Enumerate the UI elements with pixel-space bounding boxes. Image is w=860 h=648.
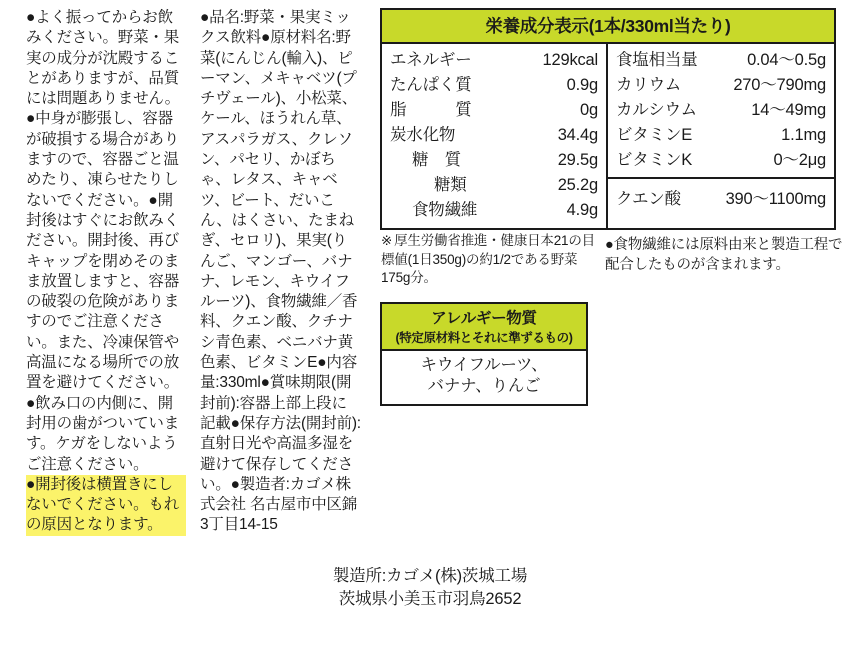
allergy-panel-header xyxy=(382,304,586,351)
allergy-item: バナナ、りんご xyxy=(427,377,541,396)
manufacturer-line-2: 茨城県小美玉市羽鳥2652 xyxy=(338,589,522,608)
nutrition-row xyxy=(616,73,826,98)
nutrition-row xyxy=(616,98,826,123)
nutrition-value: 1.1mg xyxy=(781,126,826,145)
citric-acid-row xyxy=(616,183,826,209)
nutrition-value: 0.9g xyxy=(566,76,598,95)
nutrition-title: 栄養成分表示(1本/330ml当たり) xyxy=(382,10,834,44)
nutrition-row xyxy=(616,123,826,148)
nutrition-value: 34.4g xyxy=(557,126,598,145)
vegetable-intake-note xyxy=(381,232,596,288)
nutrition-row xyxy=(390,98,598,123)
nutrition-label: 糖 質 xyxy=(412,151,461,170)
nutrition-value: 25.2g xyxy=(557,176,598,195)
allergy-title: アレルギー物質 xyxy=(431,310,537,327)
nutrition-value: 129kcal xyxy=(542,51,598,69)
divider xyxy=(608,177,834,179)
allergy-items xyxy=(382,351,586,404)
nutrition-row xyxy=(390,173,598,198)
nutrition-label: 食物繊維 xyxy=(412,201,478,220)
nutrition-label: 炭水化物 xyxy=(390,126,456,145)
nutrition-label: ビタミンE xyxy=(616,126,693,145)
fiber-origin-note xyxy=(605,235,845,276)
nutrition-label: エネルギー xyxy=(390,51,472,69)
usage-notes-paragraph: ●よく振ってからお飲みください。野菜・果実の成分が沈殿することがありますが、品質には問題ありません。●中身が膨張し、容器が破損する場合がありますので、容器ごと温めたり、凍らせたりしないでください。●開封後はすぐにお飲みください。開封後、再びキャップを閉めそのまま放置しますと、容器の破裂の危険がありますのでご注意ください。また、冷凍保管や高温になる場所での放置を避けてください。●飲み口の内側に、開封用の歯がついています。ケガをしないようご注意ください。 xyxy=(26,9,180,473)
nutrition-panel xyxy=(380,8,836,230)
nutrition-value: 29.5g xyxy=(557,151,598,170)
asterisk-icon: ※ xyxy=(381,233,393,248)
nutrition-row xyxy=(390,123,598,148)
allergy-subtitle: (特定原材料とそれに準ずるもの) xyxy=(395,331,573,345)
usage-notes-highlighted: ●開封後は横置きにしないでください。もれの原因となります。 xyxy=(26,475,186,536)
nutrition-row xyxy=(390,48,598,73)
vegetable-intake-note-text: 厚生労働省推進・健康日本21の目標値(1日350g)の約1/2である野菜175g分。 xyxy=(381,233,595,286)
citric-acid-value: 390〜1100mg xyxy=(725,190,826,209)
nutrition-value: 4.9g xyxy=(566,201,598,220)
nutrition-row xyxy=(390,148,598,173)
nutrition-left-column xyxy=(382,44,608,228)
nutrition-label: 食塩相当量 xyxy=(616,51,698,69)
allergy-panel xyxy=(380,302,588,406)
manufacturer-footer xyxy=(0,565,860,611)
nutrition-body xyxy=(382,44,834,228)
nutrition-right-column xyxy=(608,44,834,228)
manufacturer-line-1: 製造所:カゴメ(株)茨城工場 xyxy=(332,567,528,585)
ingredients-text: ●品名:野菜・果実ミックス飲料●原材料名:野菜(にんじん(輸入)、ピーマン、メキャベツ(プチヴェール)、小松菜、ケール、ほうれん草、アスパラガス、クレソン、パセリ、かぼちゃ、レタス、キャベツ、ビート、だいこん、はくさい、たまねぎ、セロリ)、果実(りんご、マンゴー、バナナ、レモン、キウイフルーツ)、食物繊維／香料、クエン酸、クチナシ青色素、ベニバナ黄色素、ビタミンE●内容量:330ml●賞味期限(開封前):容器上部上段に記載●保存方法(開封前):直射日光や高温多湿を避けて保存してください。●製造者:カゴメ株式会社 名古屋市中区錦3丁目14-15 xyxy=(200,9,361,534)
nutrition-row xyxy=(390,198,598,223)
nutrition-value: 270〜790mg xyxy=(733,76,826,95)
nutrition-row xyxy=(616,48,826,73)
allergy-item: キウイフルーツ、 xyxy=(420,356,548,374)
nutrition-label: カルシウム xyxy=(616,101,697,120)
nutrition-label: ビタミンK xyxy=(616,151,693,170)
citric-acid-label: クエン酸 xyxy=(616,190,681,209)
nutrition-label: カリウム xyxy=(616,76,682,95)
nutrition-label: 糖類 xyxy=(434,176,467,195)
nutrition-row xyxy=(390,73,598,98)
nutrition-label: 脂 質 xyxy=(390,101,472,120)
nutrition-row xyxy=(616,148,826,173)
ingredients-column xyxy=(200,8,362,536)
nutrition-value: 0〜2μg xyxy=(773,151,826,170)
nutrition-value: 0.04〜0.5g xyxy=(747,51,826,69)
nutrition-label: たんぱく質 xyxy=(390,76,472,95)
nutrition-value: 0g xyxy=(580,101,598,120)
fiber-origin-note-text: ●食物繊維には原料由来と製造工程で配合したものが含まれます。 xyxy=(605,237,843,274)
nutrition-value: 14〜49mg xyxy=(751,101,826,120)
usage-notes-column xyxy=(26,8,186,536)
